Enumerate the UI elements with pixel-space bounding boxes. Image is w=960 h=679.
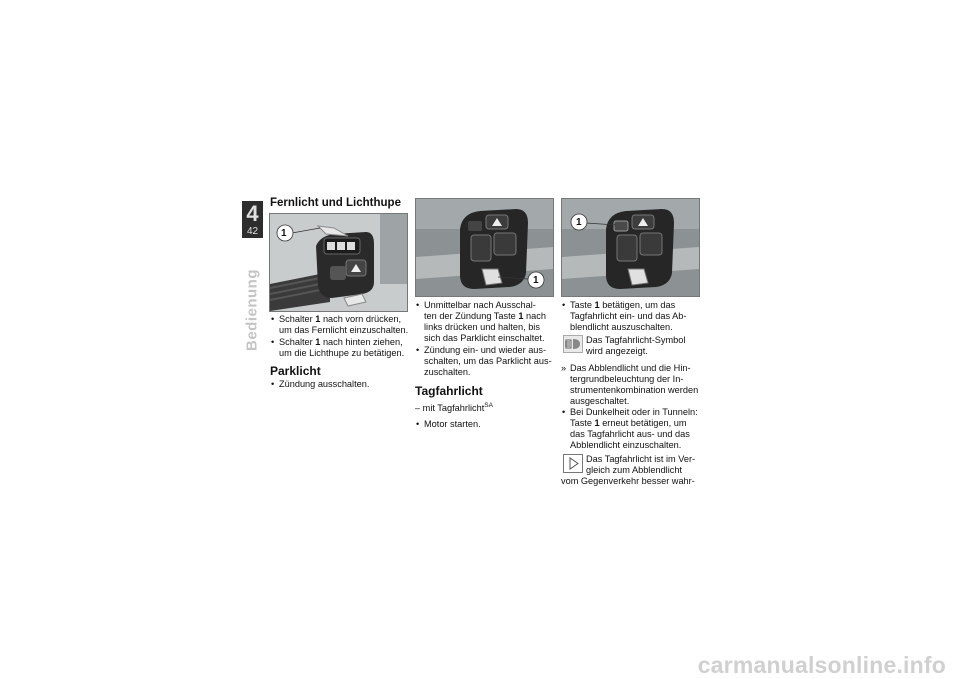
text-segment: nach — [523, 311, 546, 321]
section-side-label: Bedienung — [243, 269, 261, 351]
heading-tagfahrlicht: Tagfahrlicht — [415, 384, 483, 398]
text-segment: ten der Zündung Taste — [424, 311, 519, 321]
text-segment: Taste — [570, 418, 595, 428]
key-ref: 1 — [594, 300, 600, 310]
text-line — [570, 418, 686, 429]
chapter-tab — [242, 201, 263, 238]
bullet-parklicht-ein: • Unmittelbar nach Ausschal- — [424, 300, 536, 311]
text-line: um das Fernlicht einzuschalten. — [279, 325, 409, 335]
text-segment: erneut betätigen, um — [599, 418, 687, 428]
text-segment: nach vorn drücken, — [320, 314, 402, 324]
bullet-zuendung-aus: • Zündung ausschalten. — [279, 379, 369, 390]
text-line: zuschalten. — [424, 367, 471, 377]
text-segment: nach hinten ziehen, — [320, 337, 403, 347]
bullet-schalter-hinten — [279, 337, 403, 348]
text-segment: Schalter — [279, 314, 316, 324]
figure-callout-1: 1 — [281, 228, 287, 239]
bullet-dunkelheit: • Bei Dunkelheit oder in Tunneln: — [570, 407, 698, 418]
option-superscript: SA — [484, 402, 493, 409]
text-line: um die Lichthupe zu betätigen. — [279, 348, 405, 358]
key-ref: 1 — [315, 337, 321, 347]
bullet-schalter-vorn — [279, 314, 401, 325]
text-line: Das Tagfahrlicht ist im Ver- — [586, 454, 696, 464]
option-note — [415, 400, 493, 414]
heading-parklicht: Parklicht — [270, 364, 321, 378]
chapter-number: 4 — [246, 201, 259, 226]
figure-callout-1: 1 — [533, 275, 539, 286]
text-segment: Schalter — [279, 337, 316, 347]
bullet-taste-betaetigen — [570, 300, 675, 311]
text-line: ausgeschaltet. — [570, 396, 630, 406]
text-segment: Taste — [570, 300, 595, 310]
text-line: gleich zum Abblendlicht — [586, 465, 683, 475]
watermark: carmanualsonline.info — [697, 652, 946, 678]
text-line: sich das Parklicht einschaltet. — [424, 333, 545, 343]
figure-handlebar-switch-1 — [269, 213, 408, 312]
text-line: Das Tagfahrlicht-Symbol — [586, 335, 686, 345]
text-line: vom Gegenverkehr besser wahr- — [561, 476, 695, 486]
text-line: das Tagfahrlicht aus- und das — [570, 429, 690, 439]
text-line: links drücken und halten, bis — [424, 322, 540, 332]
page-number: 42 — [246, 226, 259, 237]
key-ref: 1 — [518, 311, 524, 321]
figure-handlebar-switch-3 — [561, 198, 700, 297]
text-line: tergrundbeleuchtung der In- — [570, 374, 684, 384]
text-line — [424, 311, 546, 322]
key-ref: 1 — [315, 314, 321, 324]
text-segment: – mit Tagfahrlicht — [415, 403, 485, 413]
bullet-motor-starten: • Motor starten. — [424, 419, 481, 430]
figure-handlebar-switch-2 — [415, 198, 554, 297]
result-abblendlicht-aus: » Das Abblendlicht und die Hin- — [570, 363, 691, 374]
text-line: Tagfahrlicht ein- und das Ab- — [570, 311, 687, 321]
key-ref: 1 — [594, 418, 600, 428]
text-line: blendlicht auszuschalten. — [570, 322, 673, 332]
text-line: wird angezeigt. — [586, 346, 648, 356]
text-segment: betätigen, um das — [599, 300, 676, 310]
text-line: schalten, um das Parklicht aus- — [424, 356, 552, 366]
bullet-parklicht-aus: • Zündung ein- und wieder aus- — [424, 345, 546, 356]
daytime-running-light-icon — [563, 335, 583, 353]
note-play-icon — [563, 454, 583, 473]
text-line: Abblendlicht einzuschalten. — [570, 440, 682, 450]
text-line: strumentenkombination werden — [570, 385, 699, 395]
figure-callout-1: 1 — [576, 217, 582, 228]
heading-fernlicht: Fernlicht und Lichthupe — [270, 197, 401, 209]
